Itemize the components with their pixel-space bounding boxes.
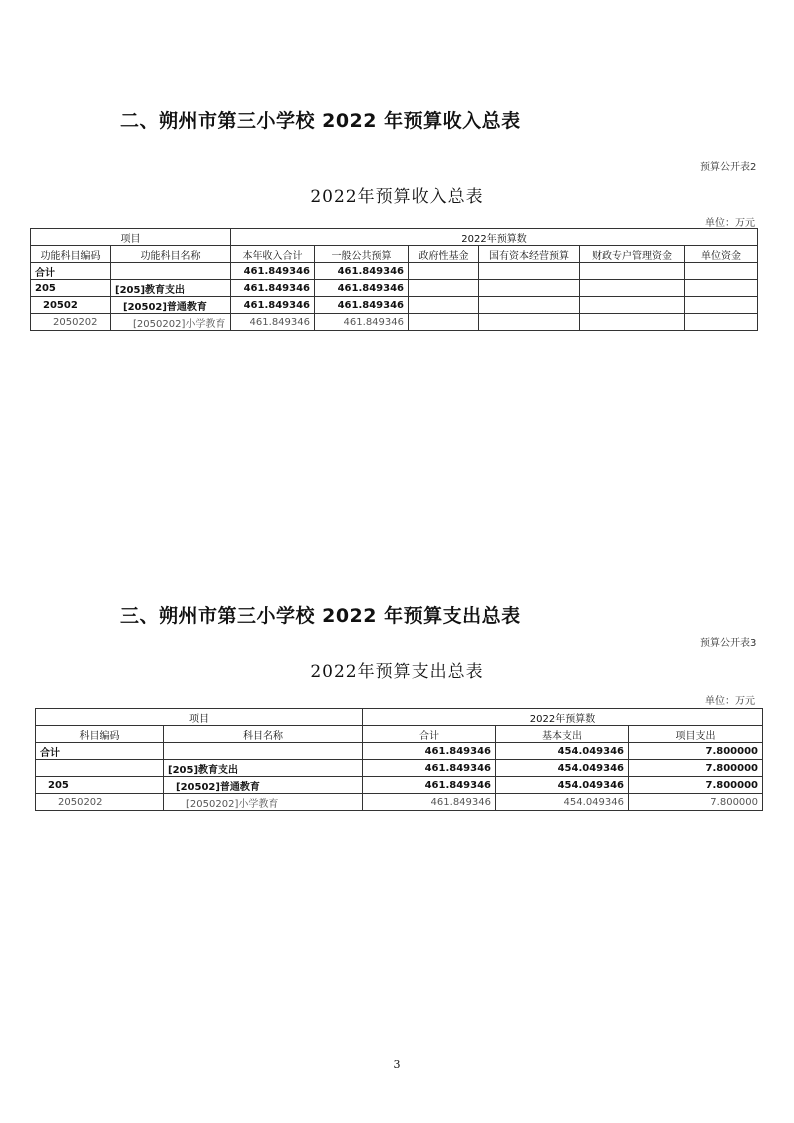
code-cell: 合计: [36, 743, 164, 760]
name-cell: [205]教育支出: [111, 280, 231, 297]
revenue-table-title: 2022年预算收入总表: [310, 187, 484, 207]
basic-expense-cell: 454.049346: [496, 760, 629, 777]
total-cell: 461.849346: [363, 743, 496, 760]
total-cell: 461.849346: [231, 263, 315, 280]
state-capital-cell: [479, 263, 580, 280]
total-cell: 461.849346: [231, 280, 315, 297]
gov-fund-cell: [409, 314, 479, 331]
table-row: [36, 794, 763, 811]
name-cell: [205]教育支出: [164, 760, 363, 777]
project-expense-cell: 7.800000: [629, 777, 763, 794]
table-row: [31, 314, 758, 331]
unit-fund-cell: [685, 314, 758, 331]
basic-expense-cell: 454.049346: [496, 794, 629, 811]
expenditure-group-header-item: 项目: [36, 709, 363, 726]
revenue-col-header: 财政专户管理资金: [580, 246, 685, 263]
expenditure-section-heading: 三、朔州市第三小学校 2022 年预算支出总表: [120, 605, 521, 627]
revenue-col-header: 功能科目名称: [111, 246, 231, 263]
general-budget-cell: 461.849346: [315, 297, 409, 314]
table-row: [36, 777, 763, 794]
general-budget-cell: 461.849346: [315, 263, 409, 280]
code-cell: 2050202: [36, 794, 164, 811]
unit-fund-cell: [685, 280, 758, 297]
revenue-col-header: 功能科目编码: [31, 246, 111, 263]
gov-fund-cell: [409, 263, 479, 280]
table-row: [31, 263, 758, 280]
code-cell: 合计: [31, 263, 111, 280]
revenue-section-heading: 二、朔州市第三小学校 2022 年预算收入总表: [120, 110, 521, 132]
name-cell: [111, 263, 231, 280]
project-expense-cell: 7.800000: [629, 760, 763, 777]
name-cell: [20502]普通教育: [164, 777, 363, 794]
state-capital-cell: [479, 314, 580, 331]
total-cell: 461.849346: [363, 760, 496, 777]
unit-fund-cell: [685, 297, 758, 314]
basic-expense-cell: 454.049346: [496, 777, 629, 794]
revenue-col-header: 本年收入合计: [231, 246, 315, 263]
total-cell: 461.849346: [363, 777, 496, 794]
project-expense-cell: 7.800000: [629, 794, 763, 811]
revenue-table-number: 预算公开表2: [700, 162, 757, 173]
revenue-group-header-row: [31, 229, 758, 246]
name-cell: [164, 743, 363, 760]
revenue-group-header-item: 项目: [31, 229, 231, 246]
table-row: [36, 760, 763, 777]
name-cell: [20502]普通教育: [111, 297, 231, 314]
revenue-col-header: 单位资金: [685, 246, 758, 263]
name-cell: [2050202]小学教育: [111, 314, 231, 331]
fiscal-account-cell: [580, 297, 685, 314]
expenditure-col-header: 科目编码: [36, 726, 164, 743]
revenue-group-header-budget: 2022年预算数: [231, 229, 758, 246]
revenue-col-header: 一般公共预算: [315, 246, 409, 263]
gov-fund-cell: [409, 280, 479, 297]
table-row: [31, 280, 758, 297]
basic-expense-cell: 454.049346: [496, 743, 629, 760]
expenditure-unit-label: 单位：万元: [705, 696, 755, 707]
total-cell: 461.849346: [231, 314, 315, 331]
code-cell: [36, 760, 164, 777]
general-budget-cell: 461.849346: [315, 314, 409, 331]
fiscal-account-cell: [580, 263, 685, 280]
code-cell: 205: [36, 777, 164, 794]
code-cell: 20502: [31, 297, 111, 314]
expenditure-summary-table: [35, 708, 763, 811]
page-number: 3: [393, 1058, 401, 1071]
gov-fund-cell: [409, 297, 479, 314]
revenue-unit-label: 单位：万元: [705, 218, 755, 229]
revenue-column-header-row: [31, 246, 758, 263]
fiscal-account-cell: [580, 314, 685, 331]
expenditure-group-header-row: [36, 709, 763, 726]
expenditure-column-header-row: [36, 726, 763, 743]
expenditure-col-header: 项目支出: [629, 726, 763, 743]
revenue-summary-table: [30, 228, 758, 331]
general-budget-cell: 461.849346: [315, 280, 409, 297]
name-cell: [2050202]小学教育: [164, 794, 363, 811]
total-cell: 461.849346: [363, 794, 496, 811]
state-capital-cell: [479, 280, 580, 297]
unit-fund-cell: [685, 263, 758, 280]
expenditure-col-header: 基本支出: [496, 726, 629, 743]
code-cell: 2050202: [31, 314, 111, 331]
total-cell: 461.849346: [231, 297, 315, 314]
state-capital-cell: [479, 297, 580, 314]
expenditure-col-header: 合计: [363, 726, 496, 743]
fiscal-account-cell: [580, 280, 685, 297]
expenditure-col-header: 科目名称: [164, 726, 363, 743]
revenue-col-header: 国有资本经营预算: [479, 246, 580, 263]
expenditure-group-header-budget: 2022年预算数: [363, 709, 763, 726]
table-row: [31, 297, 758, 314]
code-cell: 205: [31, 280, 111, 297]
table-row: [36, 743, 763, 760]
project-expense-cell: 7.800000: [629, 743, 763, 760]
expenditure-table-title: 2022年预算支出总表: [310, 662, 484, 682]
expenditure-table-number: 预算公开表3: [700, 638, 757, 649]
revenue-col-header: 政府性基金: [409, 246, 479, 263]
